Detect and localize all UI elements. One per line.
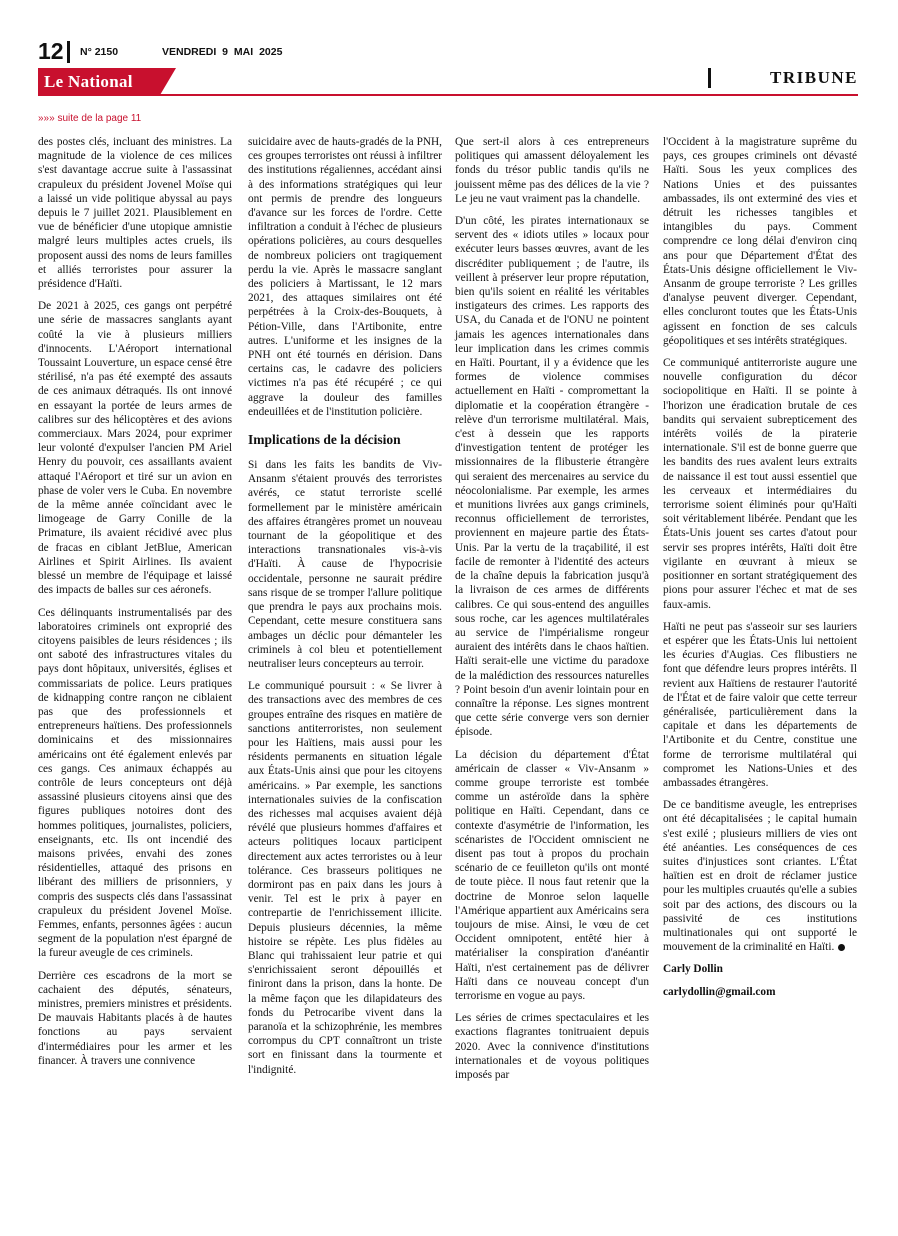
subheading: Implications de la décision xyxy=(248,432,401,448)
article-column-2 xyxy=(248,135,442,1085)
closing-text: De ce banditisme aveugle, les entreprises ont été décapitalisées ; le capital humain s'est exilé ; plusieurs milliers de vies ont été anéanties. Les conséquences de ces suites d'injustices sont criantes. L'État haïtien est en droit de réclamer justice pour les multiples cruautés qu'elle a subies soit par des actions, des discours ou la passivité de ces institutions multinationales qui ont supporté le mouvement de la criminalité en Haïti. xyxy=(663,799,857,954)
paragraph: suicidaire avec de hauts-gradés de la PNH, ces groupes terroristes ont réussi à infiltrer des institutions régaliennes, accédant ainsi à des informations stratégiques qui leur ont permis de prendre des longueurs d'avance sur les forces de l'ordre. Cette infiltration a conduit à l'échec de plusieurs opérations policières, au cours desquelles de nombreux policiers ont tragiquement perdu la vie. Après le massacre sanglant des policiers à Martissant, le 12 mars 2021, des attaques similaires ont été perpétrées à la Croix-des-Bouquets, à Pétion-Ville, dans l'Artibonite, entre autres. L'uniforme et les insignes de la PNH ont été tournés en dérision. Dans certains cas, le cadavre des policiers victimes n'a pas été récupéré ; ce qui aggrave la douleur des familles endeuillées et de l'institution policière. xyxy=(248,136,442,418)
paragraph: l'Occident à la magistrature suprême du pays, ces groupes criminels ont dévasté Haïti. Sous les yeux complices des Nations Unies et des puissantes ambassades, ils ont exterminé des vies et détruit les richesses tangibles et intangibles du pays. Comment comprendre ce long délai d'environ cinq ans pour que Département d'État des États-Unis désigne officiellement le Viv-Ansanm de groupe terroriste ? Les grilles d'analyse peuvent diverger. Cependant, elles concluront toutes que les États-Unis agissent en fonction de ses calculs géopolitiques et ses intérêts stratégiques. xyxy=(663,136,857,347)
paragraph: Haïti ne peut pas s'asseoir sur ses lauriers et espérer que les États-Unis lui nettoient les écuries d'Augias. Ces flibustiers ne font que défendre leurs propres intérêts. Il revient aux Haïtiens de restaurer l'autorité de l'État et de faire valoir que cette terreur généralisée, particulièrement dans la capitale et dans les départements de l'Artibonite et du Centre, constitue une forme de terrorisme multilatéral qui compromet les Nations-Unies et des ambassades étrangères. xyxy=(663,620,857,789)
masthead-band xyxy=(38,68,858,98)
paragraph xyxy=(663,798,857,954)
paragraph: Les séries de crimes spectaculaires et les exactions flagrantes tonitruaient depuis 2020. Avec la connivence d'institutions internationales et de voyous politiques imposés par xyxy=(455,1012,649,1081)
article-column-1 xyxy=(38,135,232,1076)
paragraph: Ce communiqué antiterroriste augure une nouvelle configuration du décor sociopolitique en Haïti. Il se pointe à l'horizon une éradication brutale de ces bandits qui servaient subrepticement des intérêts voilés de la piraterie internationale. S'il est de bonne guerre que les bandits des rues avalent leurs extraits de naissance il est tout aussi essentiel que les cerveaux et intermédiaires du terrorisme soient éliminés pour qu'Haïti soit véritablement libérée. Pendant que les États-Unis jouent ses cartes d'atout pour servir ses propres intérêts, Haïti doit être vigilante en œuvrant à mieux se positionner en sortant stratégiquement des pions pour assurer l'échec et mat de ses faux-amis. xyxy=(663,357,857,611)
page-number: 12 xyxy=(38,38,64,64)
paragraph: Que sert-il alors à ces entrepreneurs politiques qui amassent déloyalement les fonds du trésor public tandis qu'ils ne jouissent même pas des délices de la vie ? Le jeu ne vaut vraiment pas la chandelle. xyxy=(455,136,649,205)
section-title: TRIBUNE xyxy=(770,68,858,87)
publication-date: VENDREDI 9 MAI 2025 xyxy=(162,46,283,58)
paragraph: Le communiqué poursuit : « Se livrer à des transactions avec des membres de ces groupes entraîne des risques en matière de sanctions antiterroristes, non seulement pour les Haïtiens, mais aussi pour les résidents permanents en situation légale aux États-Unis ainsi que pour les citoyens américains. » Par exemple, les sanctions internationales suivies de la confiscation des richesses mal acquises avaient déjà révélé que plusieurs hommes d'affaires et acteurs politiques locaux participent directement aux actes terroristes ou à leur tolérance. Ces brasseurs politiques ne dormiront pas en paix dans les jours à venir. Tel est le prix à payer en contrepartie de l'enrichissement illicite. Depuis plusieurs décennies, la même histoire se répète. Les plus fidèles au Blanc qui trahissaient leur patrie et qui s'enrichissaient seront dépouillés et finiront dans la prison, dans la honte. De la même façon que les dilapidateurs des fonds du Petrocaribe vivent dans la paranoïa et la schizophrénie, les membres corrompus du CPT connaîtront un triste sort en finissant dans la tourmente et l'indignité. xyxy=(248,680,442,1076)
paragraph: des postes clés, incluant des ministres. La magnitude de la violence de ces milices s'est davantage accrue suite à l'assassinat crapuleux du président Jovenel Moïse qui a laissé un vide politique abyssal au pays depuis le 7 juillet 2021. Plausiblement en vue de bénéficier d'une utopique amnistie malgré leurs multiples actes cruels, ils proposent aussi des noms de leurs familles et alliés terroristes pour assurer la présidence d'Haïti. xyxy=(38,136,232,291)
paragraph: La décision du département d'État américain de classer « Viv-Ansanm » comme groupe terroriste est tombée comme un astéroïde dans la sphère politique en Haïti. Cependant, dans ce contexte d'asymétrie de l'information, les scénaristes de l'Occident omniscient ne disent pas tout à propos du prochain scénario de ce feuilleton qu'ils ont monté de toute pièce. Il nous faut retenir que la doctrine de Monroe selon laquelle l'Amérique appartient aux Américains sera toujours de mise. Ainsi, le vœu de cet Occident omnipotent, entêté hier à matérialiser la conspiration d'anéantir Haïti, n'est certainement pas de délivrer Haïti dans ce nouveau concept d'un terrorisme en vogue au pays. xyxy=(455,748,649,1002)
paragraph: Derrière ces escadrons de la mort se cachaient des députés, sénateurs, ministres, premiers ministres et présidents. De mauvais Habitants placés à de hautes fonctions au pays servaient d'intermédiaires pour les armer et les financer. À travers une connivence xyxy=(38,969,232,1067)
issue-number: N° 2150 xyxy=(80,46,119,58)
brand-name: Le National xyxy=(44,72,133,91)
paragraph: Ces délinquants instrumentalisés par des laboratoires criminels ont exproprié des citoyens paisibles de leurs résidences ; ils ont saboté des infrastructures vitales du pays dont hôpitaux, universités, églises et commissariats de police. Leurs pratiques de kidnapping contre rançon ne ciblaient pas que des professionnels et entrepreneurs haïtiens. Des professionnels dominicains et des missionnaires américains ont été également enlevés par ces gangs. Ces animaux échappés au contrôle de leurs concepteurs ont déjà assassiné plusieurs citoyens ainsi que des figures publiques notoires dont des hommes politiques, journalistes, policiers, enseignants, etc. Ils ont incendié des maisons privées, envahi des zones résidentielles, attaqué des prisons en libérant des milliers de prisonniers, y compris des suspects clés dans l'assassinat crapuleux du président Jovenel Moïse. Femmes, enfants, personnes âgées : aucun segment de la population n'est épargné de la fureur aveugle de ces criminels. xyxy=(38,606,232,960)
continued-from-link[interactable]: »»» suite de la page 11 xyxy=(38,113,142,124)
page-header xyxy=(38,38,858,66)
paragraph: De 2021 à 2025, ces gangs ont perpétré une série de massacres sanglants ayant coûté la vie à plusieurs milliers d'innocents. L'Aéroport international Toussaint Louverture, un espace censé être stérilisé, n'a pas été exempté des assauts de ces animaux détraqués. Ils ont innové en essayant la portée de leurs armes de calibres sur des hélicoptères et des avions commerciaux. Mars 2024, pour exprimer leur volonté d'expulser l'ancien PM Ariel Henry du pouvoir, ces assaillants avaient attaqué l'Aéroport et tiré sur un avion en phase de voler vers le Cuba. En novembre de la même année coïncidant avec le limogeage de Garry Conille de la Primature, ils avaient récidivé avec plus de fracas en ciblant JetBlue, American Airlines et Spirit Airlines. Ils avaient blessé un membre de l'équipage et laissé des impacts de balles sur ces aéronefs. xyxy=(38,300,232,597)
header-divider xyxy=(67,41,70,63)
article-column-3 xyxy=(455,135,649,1090)
section-divider xyxy=(708,68,711,88)
article-column-4 xyxy=(663,135,857,1007)
paragraph: Si dans les faits les bandits de Viv-Ansanm s'étaient prouvés des terroristes avérés, ce statut terroriste scellé formellement par le ministère américain des affaires étrangères promet un nouveau tournant de la géopolitique et des interactions transnationales vis-à-vis d'Haïti. À cause de l'hypocrisie occidentale, personne ne saurait prédire sans risque de se tromper l'allure politique que prendra le pays aux prochains mois. Cependant, cette mesure constituera sans ambages un déclic pour démanteler les criminels à col bleu et potentiellement neutraliser leurs concepteurs au terroir. xyxy=(248,459,442,670)
header-rule xyxy=(158,94,858,96)
author-name: Carly Dollin xyxy=(663,963,723,976)
end-mark-icon xyxy=(838,944,845,951)
author-email[interactable]: carlydollin@gmail.com xyxy=(663,985,776,998)
paragraph: D'un côté, les pirates internationaux se servent des « idiots utiles » locaux pour exécuter leurs basses œuvres, avant de les discréditer publiquement ; de l'autre, ils veillent à préserver leur propre réputation, bien qu'ils soient en réalité les véritables instigateurs des crimes. Les rapports des USA, du Canada et de l'ONU ne pointent jamais les agences internationales dans leur implication dans les crimes commis en Haïti. Pourtant, il y a évidence que les formes de violence commises actuellement en Haïti - compromettant la diplomatie et la coopération étrangère - relève d'un terrorisme multilatéral. Mais, c'est à dessein que les rapports d'investigation tentent de protéger les missionnaires de la flibusterie étrangère qui seraient des mercenaires au service du néocolonialisme. Par exemple, les armes et munitions livrées aux gangs criminels, reconnus officiellement de terroristes, proviennent en majeure partie des États-Unis. Par la vertu de la traçabilité, il est facile de remonter à l'identité des acteurs de la chaîne depuis la fabrication jusqu'à la livraison de ces armes de différents calibres. Ce qui sous-entend des anguilles sous roche, car les agences multilatérales au service de l'impérialisme rongeur auraient des intérêts dans le chaos haïtien. Haïti serait-elle une victime du paradoxe de la malédiction des ressources naturelles ? Point besoin d'un avenir lointain pour en connaître la réponse. Les signes montrent que cette série converge vers son dernier épisode. xyxy=(455,215,649,739)
